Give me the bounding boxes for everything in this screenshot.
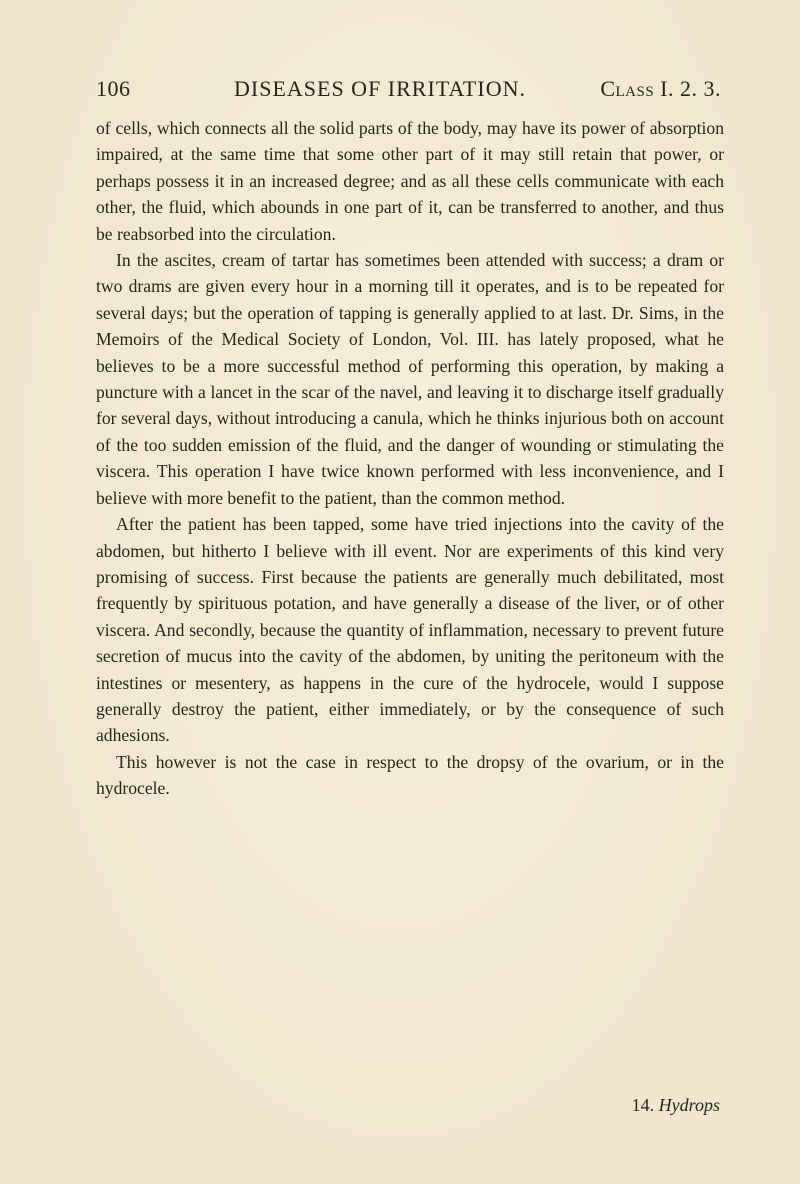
catchword-number: 14.: [631, 1095, 655, 1115]
running-header: [96, 76, 721, 108]
catchword-word: Hydrops: [658, 1095, 720, 1115]
running-title: DISEASES OF IRRITATION.: [234, 76, 526, 101]
body-text: [96, 115, 724, 802]
page-number: 106: [96, 76, 131, 101]
paragraph-injections: After the patient has been tapped, some have tried injections into the cavity of the abdomen, but hitherto I believe with ill event. Nor are experiments of this kind very promising of success. First because the patients are generally much debilitated, most frequently by spirituous potation, and have generally a disease of the liver, or of other viscera. And secondly, because the quantity of inflammation, necessary to prevent future secretion of mucus into the cavity of the abdomen, by uniting the peritoneum with the intestines or mesentery, as happens in the cure of the hydrocele, would I suppose generally destroy the patient, either immediately, or by the consequence of such adhesions.: [96, 514, 724, 746]
paragraph-continuation: of cells, which connects all the solid parts of the body, may have its power of absorption impaired, at the same time that some other part of it may still retain that power, or perhaps possess it in an increased degree; and as all these cells communicate with each other, the fluid, which abounds in one part of it, can be transferred to another, and thus be reabsorbed into the circulation.: [96, 118, 724, 244]
paragraph-ascites: In the ascites, cream of tartar has sometimes been attended with success; a dram or two drams are given every hour in a morning till it operates, and is to be repeated for several days; but the operation of tapping is generally applied to at last. Dr. Sims, in the Memoirs of the Medical Society of London, Vol. III. has lately proposed, what he believes to be a more successful method of performing this operation, by making a puncture with a lancet in the scar of the navel, and leaving it to discharge itself gradually for several days, without introducing a canula, which he thinks injurious both on account of the too sudden emission of the fluid, and the danger of wounding or stimulating the viscera. This operation I have twice known performed with less inconvenience, and I believe with more benefit to the patient, than the common method.: [96, 250, 724, 508]
catchword: [632, 1095, 720, 1116]
paragraph-ovarium: This however is not the case in respect to the dropsy of the ovarium, or in the hydrocele.: [96, 751, 724, 799]
class-reference: Class I. 2. 3.: [600, 76, 721, 101]
